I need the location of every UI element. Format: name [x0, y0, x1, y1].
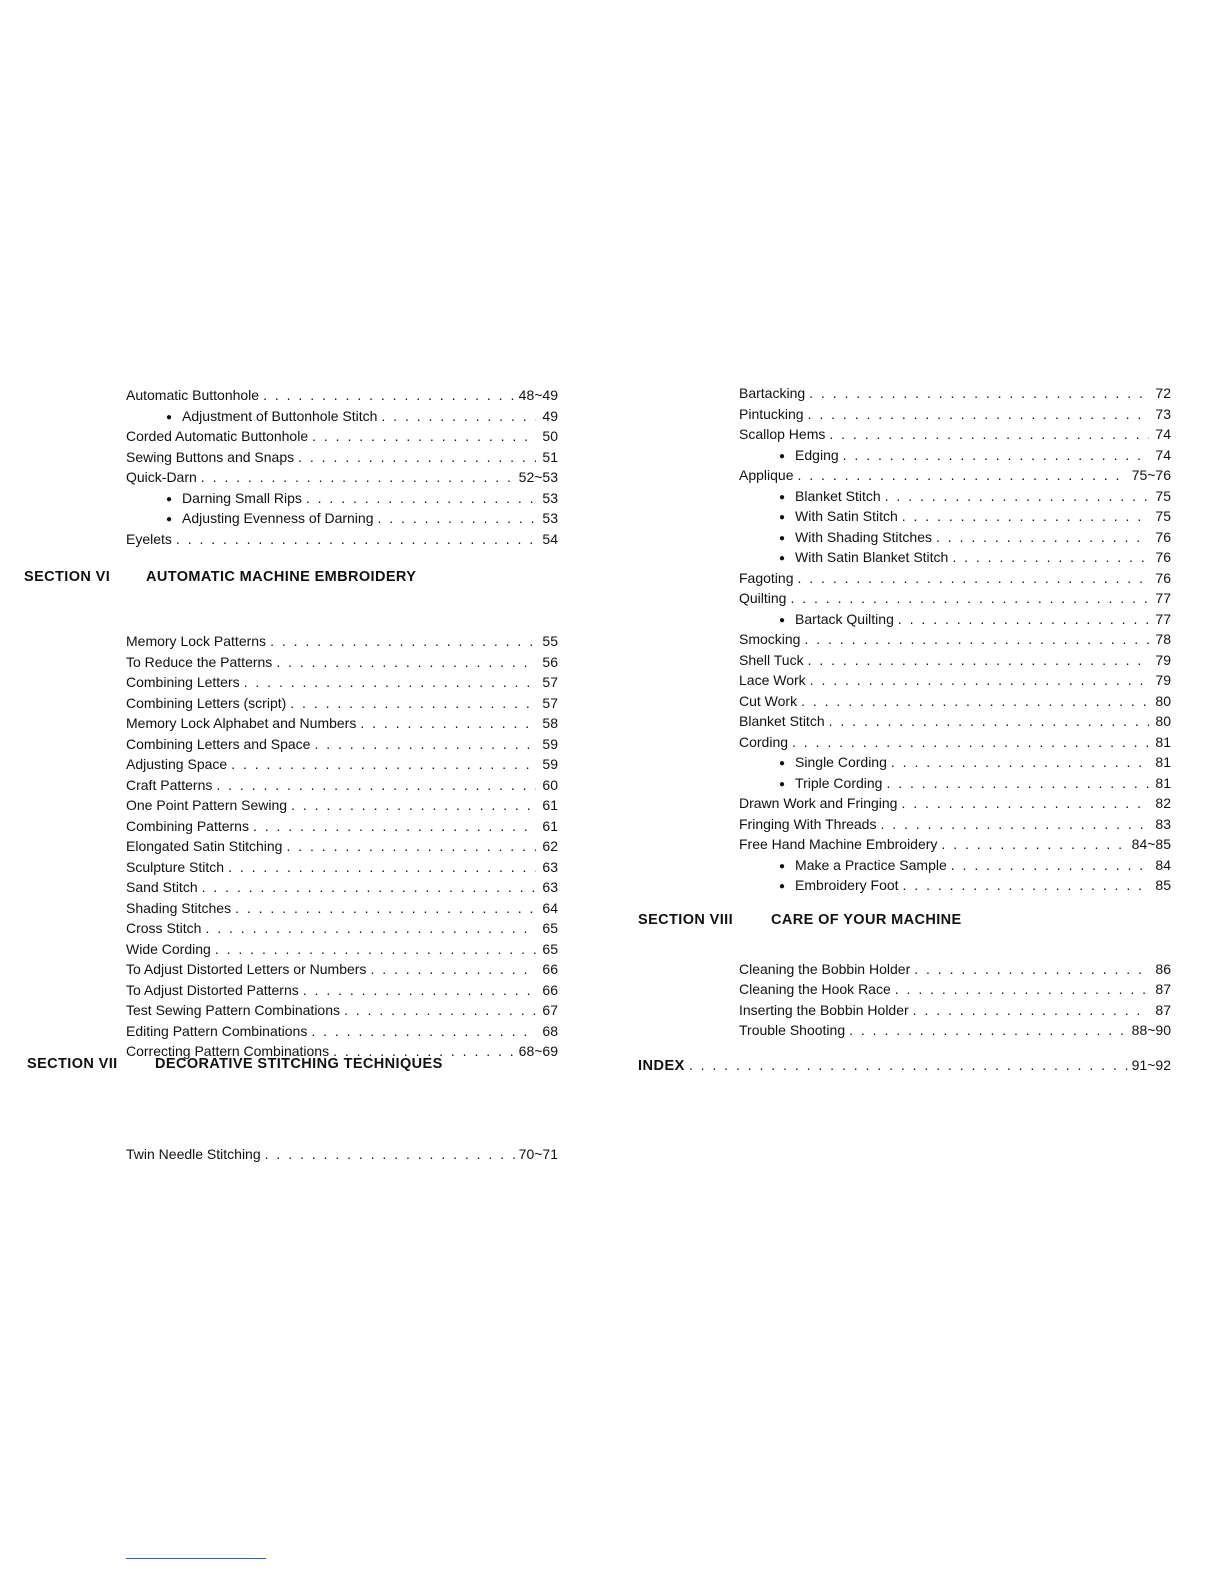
entry-label: ● Edging	[795, 446, 839, 463]
dot-leader	[201, 467, 515, 488]
entry-label: Free Hand Machine Embroidery	[739, 836, 938, 852]
entry-page: 79	[1155, 651, 1171, 668]
entry-page: 53	[542, 510, 558, 526]
dot-leader	[941, 834, 1127, 855]
entry-page: 87	[1155, 1001, 1171, 1018]
entry-page: 67	[542, 1002, 558, 1018]
entry-page: 76	[1155, 569, 1171, 586]
entry-page: 84~85	[1131, 836, 1171, 852]
entry-label: Combining Letters	[126, 674, 240, 690]
dot-leader	[798, 465, 1128, 486]
entry-label: Craft Patterns	[126, 776, 213, 793]
dot-leader	[311, 1021, 536, 1042]
dot-leader	[797, 568, 1149, 589]
entry-label: Sand Stitch	[126, 879, 198, 895]
dot-leader	[370, 959, 536, 980]
dot-leader	[298, 447, 536, 468]
toc-entry[interactable]	[126, 918, 558, 939]
entry-page: 65	[542, 940, 558, 957]
dot-leader	[804, 629, 1149, 650]
section-title: DECORATIVE STITCHING TECHNIQUES	[155, 1056, 443, 1072]
entry-label: Quilting	[739, 590, 787, 606]
toc-entry[interactable]	[126, 672, 558, 693]
entry-label: Test Sewing Pattern Combinations	[126, 1002, 340, 1018]
entry-label: Pintucking	[739, 405, 804, 422]
dot-leader	[306, 488, 536, 509]
dot-leader	[914, 959, 1149, 980]
toc-entry[interactable]	[739, 959, 1171, 980]
entry-page: 63	[542, 858, 558, 875]
entry-label: Corded Automatic Buttonhole	[126, 428, 309, 444]
dot-leader	[689, 1055, 1128, 1076]
entry-label: ● Adjusting Evenness of Darning	[182, 510, 374, 526]
entry-page: 79	[1155, 672, 1171, 688]
entry-page: 91~92	[1131, 1057, 1171, 1073]
toc-entry[interactable]	[739, 814, 1171, 835]
entry-page: 60	[542, 776, 558, 793]
dot-leader	[205, 918, 536, 939]
dot-leader	[898, 609, 1149, 630]
toc-entry[interactable]	[739, 979, 1171, 1000]
toc-group	[739, 383, 1171, 896]
toc-entry[interactable]	[126, 1021, 558, 1042]
entry-label: Sculpture Stitch	[126, 858, 225, 875]
entry-page: 59	[542, 735, 558, 752]
entry-label: Cleaning the Hook Race	[739, 981, 891, 997]
entry-label: To Adjust Distorted Patterns	[126, 981, 299, 998]
toc-entry[interactable]	[739, 834, 1171, 855]
entry-label: Fringing With Threads	[739, 815, 877, 832]
toc-entry[interactable]	[126, 775, 558, 796]
entry-label: Smocking	[739, 631, 801, 647]
entry-label: ● Bartack Quilting	[795, 610, 894, 627]
entry-page: 54	[542, 530, 558, 547]
toc-entry[interactable]	[126, 426, 558, 447]
entry-label: Shell Tuck	[739, 651, 804, 668]
entry-page: 83	[1155, 815, 1171, 832]
entry-page: 56	[542, 653, 558, 670]
toc-entry[interactable]	[739, 1000, 1171, 1021]
entry-page: 72	[1155, 385, 1171, 401]
dot-leader	[270, 631, 536, 652]
entry-page: 52~53	[518, 469, 558, 485]
section-heading	[24, 569, 416, 585]
entry-page: 51	[542, 448, 558, 465]
entry-label: Wide Cording	[126, 940, 211, 957]
entry-page: 76	[1155, 528, 1171, 545]
entry-page: 55	[542, 633, 558, 649]
dot-leader	[829, 424, 1149, 445]
entry-page: 85	[1155, 877, 1171, 893]
entry-label: ● Adjustment of Buttonhole Stitch	[182, 407, 378, 424]
dot-leader	[829, 711, 1149, 732]
dot-leader	[885, 486, 1149, 507]
toc-group	[126, 1144, 558, 1165]
entry-page: 84	[1155, 856, 1171, 873]
entry-label: Elongated Satin Stitching	[126, 838, 283, 854]
entry-page: 65	[542, 920, 558, 936]
entry-page: 88~90	[1131, 1022, 1171, 1038]
entry-page: 74	[1155, 446, 1171, 463]
entry-label: Trouble Shooting	[739, 1022, 846, 1038]
dot-leader	[253, 816, 536, 837]
entry-page: 64	[542, 899, 558, 916]
entry-page: 78	[1155, 631, 1171, 647]
dot-leader	[801, 691, 1149, 712]
dot-leader	[792, 732, 1149, 753]
entry-page: 58	[542, 715, 558, 731]
entry-label: Editing Pattern Combinations	[126, 1022, 308, 1039]
section-number: SECTION VII	[27, 1056, 118, 1072]
entry-label: Cross Stitch	[126, 920, 202, 936]
entry-page: 80	[1155, 692, 1171, 709]
toc-entry[interactable]	[739, 588, 1171, 609]
entry-label: Sewing Buttons and Snaps	[126, 448, 295, 465]
toc-subentry[interactable]	[739, 445, 1171, 466]
dot-leader	[216, 775, 536, 796]
entry-page: 77	[1155, 610, 1171, 627]
entry-label: ● With Shading Stitches	[795, 528, 933, 545]
dot-leader	[951, 855, 1149, 876]
entry-label: Scallop Hems	[739, 426, 826, 442]
toc-entry-index[interactable]	[638, 1055, 1171, 1076]
entry-page: 50	[542, 428, 558, 444]
entry-page: 61	[542, 797, 558, 813]
entry-page: 61	[542, 817, 558, 834]
toc-entry[interactable]	[739, 1020, 1171, 1041]
entry-label: Memory Lock Alphabet and Numbers	[126, 715, 357, 731]
toc-subentry[interactable]	[739, 506, 1171, 527]
entry-page: 87	[1155, 981, 1171, 997]
entry-page: 48~49	[518, 387, 558, 403]
toc-entry[interactable]	[739, 383, 1171, 404]
entry-label: One Point Pattern Sewing	[126, 797, 288, 813]
toc-entry[interactable]	[739, 404, 1171, 425]
toc-group	[126, 385, 558, 549]
entry-page: 77	[1155, 590, 1171, 606]
entry-label: Twin Needle Stitching	[126, 1145, 261, 1162]
toc-group	[126, 631, 558, 1062]
entry-label: Memory Lock Patterns	[126, 633, 267, 649]
dot-leader	[303, 980, 536, 1001]
entry-page: 57	[542, 694, 558, 711]
entry-page: 81	[1155, 733, 1171, 750]
entry-page: 74	[1155, 426, 1171, 442]
dot-leader	[810, 670, 1149, 691]
entry-page: 49	[542, 407, 558, 424]
toc-entry[interactable]	[126, 939, 558, 960]
toc-entry[interactable]	[126, 980, 558, 1001]
toc-entry[interactable]	[739, 629, 1171, 650]
toc-subentry[interactable]	[739, 486, 1171, 507]
toc-entry[interactable]	[126, 1000, 558, 1021]
toc-subentry[interactable]	[739, 752, 1171, 773]
toc-subentry[interactable]	[126, 406, 558, 427]
entry-label: Combining Letters and Space	[126, 735, 311, 752]
dot-leader	[808, 650, 1149, 671]
toc-entry[interactable]	[126, 385, 558, 406]
toc-subentry[interactable]	[126, 488, 558, 509]
toc-entry[interactable]	[126, 652, 558, 673]
dot-leader	[276, 652, 536, 673]
toc-entry[interactable]	[126, 529, 558, 550]
toc-entry[interactable]	[126, 734, 558, 755]
dot-leader	[235, 898, 536, 919]
entry-label: Bartacking	[739, 385, 806, 401]
toc-entry[interactable]	[126, 857, 558, 878]
entry-page: 76	[1155, 549, 1171, 565]
toc-subentry[interactable]	[739, 855, 1171, 876]
dot-leader	[291, 795, 536, 816]
toc-entry[interactable]	[126, 631, 558, 652]
entry-label: Shading Stitches	[126, 899, 232, 916]
toc-entry[interactable]	[126, 693, 558, 714]
dot-leader	[215, 939, 536, 960]
toc-entry[interactable]	[739, 670, 1171, 691]
dot-leader	[228, 857, 536, 878]
entry-label: ● Make a Practice Sample	[795, 856, 947, 873]
toc-entry[interactable]	[739, 691, 1171, 712]
section-heading	[27, 1056, 443, 1072]
toc-entry[interactable]	[126, 836, 558, 857]
dot-leader	[265, 1144, 515, 1165]
dot-leader	[880, 814, 1149, 835]
entry-label: ● Darning Small Rips	[182, 489, 302, 506]
toc-entry[interactable]	[739, 568, 1171, 589]
entry-page: 59	[542, 756, 558, 772]
toc-subentry[interactable]	[739, 527, 1171, 548]
entry-label: Blanket Stitch	[739, 713, 825, 729]
footnote-rule	[126, 1558, 266, 1559]
toc-entry[interactable]	[739, 793, 1171, 814]
entry-page: 81	[1155, 774, 1171, 791]
dot-leader	[790, 588, 1149, 609]
toc-subentry[interactable]	[739, 609, 1171, 630]
dot-leader	[843, 445, 1149, 466]
entry-label: ● With Satin Blanket Stitch	[795, 549, 949, 565]
entry-label: Automatic Buttonhole	[126, 387, 260, 403]
entry-label: To Adjust Distorted Letters or Numbers	[126, 961, 367, 977]
section-number: SECTION VI	[24, 569, 111, 585]
dot-leader	[895, 979, 1149, 1000]
entry-label: Drawn Work and Fringing	[739, 795, 898, 811]
toc-entry[interactable]	[126, 877, 558, 898]
entry-label: ● Single Cording	[795, 754, 887, 770]
dot-leader	[202, 877, 536, 898]
dot-leader	[809, 383, 1149, 404]
entry-page: 80	[1155, 713, 1171, 729]
entry-page: 70~71	[518, 1145, 558, 1162]
dot-leader	[290, 693, 536, 714]
dot-leader	[913, 1000, 1149, 1021]
toc-entry[interactable]	[126, 447, 558, 468]
toc-entry[interactable]	[126, 467, 558, 488]
entry-label: Combining Letters (script)	[126, 694, 287, 711]
toc-entry[interactable]	[126, 754, 558, 775]
entry-label: Inserting the Bobbin Holder	[739, 1001, 909, 1018]
entry-page: 53	[542, 489, 558, 506]
section-heading	[638, 912, 962, 928]
entry-page: 66	[542, 961, 558, 977]
entry-label: Quick-Darn	[126, 469, 197, 485]
toc-entry[interactable]	[126, 959, 558, 980]
toc-entry[interactable]	[739, 732, 1171, 753]
dot-leader	[903, 875, 1149, 896]
dot-leader	[263, 385, 515, 406]
toc-entry[interactable]	[126, 898, 558, 919]
toc-subentry[interactable]	[739, 875, 1171, 896]
dot-leader	[886, 773, 1149, 794]
entry-page: 81	[1155, 754, 1171, 770]
entry-label: ● Embroidery Foot	[795, 877, 899, 893]
toc-entry[interactable]	[739, 424, 1171, 445]
entry-page: 57	[542, 674, 558, 690]
entry-label: Cleaning the Bobbin Holder	[739, 960, 911, 977]
section-number: SECTION VIII	[638, 912, 734, 928]
dot-leader	[360, 713, 536, 734]
entry-page: 68~69	[518, 1043, 558, 1059]
entry-label: INDEX	[638, 1058, 685, 1074]
toc-subentry[interactable]	[739, 547, 1171, 568]
entry-label: Cut Work	[739, 692, 798, 709]
entry-page: 75~76	[1131, 467, 1171, 483]
section-title: AUTOMATIC MACHINE EMBROIDERY	[146, 569, 417, 585]
right-column	[739, 383, 1171, 1041]
entry-page: 73	[1155, 405, 1171, 422]
toc-entry[interactable]	[126, 795, 558, 816]
toc-entry[interactable]	[739, 650, 1171, 671]
toc-subentry[interactable]	[126, 508, 558, 529]
entry-label: Correcting Pattern Combinations	[126, 1043, 330, 1059]
dot-leader	[849, 1020, 1128, 1041]
dot-leader	[381, 406, 536, 427]
entry-label: Fagoting	[739, 569, 794, 586]
toc-entry[interactable]	[126, 713, 558, 734]
entry-page: 75	[1155, 487, 1171, 504]
dot-leader	[808, 404, 1149, 425]
entry-label: Cording	[739, 733, 789, 750]
dot-leader	[231, 754, 536, 775]
entry-label: ● Triple Cording	[795, 774, 883, 791]
dot-leader	[244, 672, 536, 693]
toc-entry[interactable]	[739, 465, 1171, 486]
entry-page: 62	[542, 838, 558, 854]
dot-leader	[314, 734, 536, 755]
dot-leader	[312, 426, 536, 447]
entry-page: 75	[1155, 508, 1171, 524]
dot-leader	[378, 508, 537, 529]
entry-page: 68	[542, 1022, 558, 1039]
toc-entry[interactable]	[126, 816, 558, 837]
entry-label: Combining Patterns	[126, 817, 249, 834]
entry-label: Eyelets	[126, 530, 172, 547]
section-title: CARE OF YOUR MACHINE	[771, 912, 962, 928]
dot-leader	[952, 547, 1149, 568]
left-column	[126, 385, 558, 1164]
dot-leader	[344, 1000, 536, 1021]
toc-entry[interactable]	[739, 711, 1171, 732]
entry-page: 86	[1155, 960, 1171, 977]
dot-leader	[902, 506, 1149, 527]
entry-page: 66	[542, 981, 558, 998]
entry-label: Lace Work	[739, 672, 806, 688]
toc-group	[739, 959, 1171, 1041]
entry-label: Adjusting Space	[126, 756, 228, 772]
entry-label: Applique	[739, 467, 794, 483]
toc-subentry[interactable]	[739, 773, 1171, 794]
dot-leader	[891, 752, 1149, 773]
entry-page: 82	[1155, 795, 1171, 811]
dot-leader	[901, 793, 1149, 814]
dot-leader	[286, 836, 536, 857]
entry-label: To Reduce the Patterns	[126, 653, 273, 670]
dot-leader	[176, 529, 536, 550]
entry-label: ● Blanket Stitch	[795, 487, 881, 504]
entry-label: ● With Satin Stitch	[795, 508, 898, 524]
entry-page: 63	[542, 879, 558, 895]
dot-leader	[936, 527, 1149, 548]
toc-entry[interactable]	[126, 1144, 558, 1165]
